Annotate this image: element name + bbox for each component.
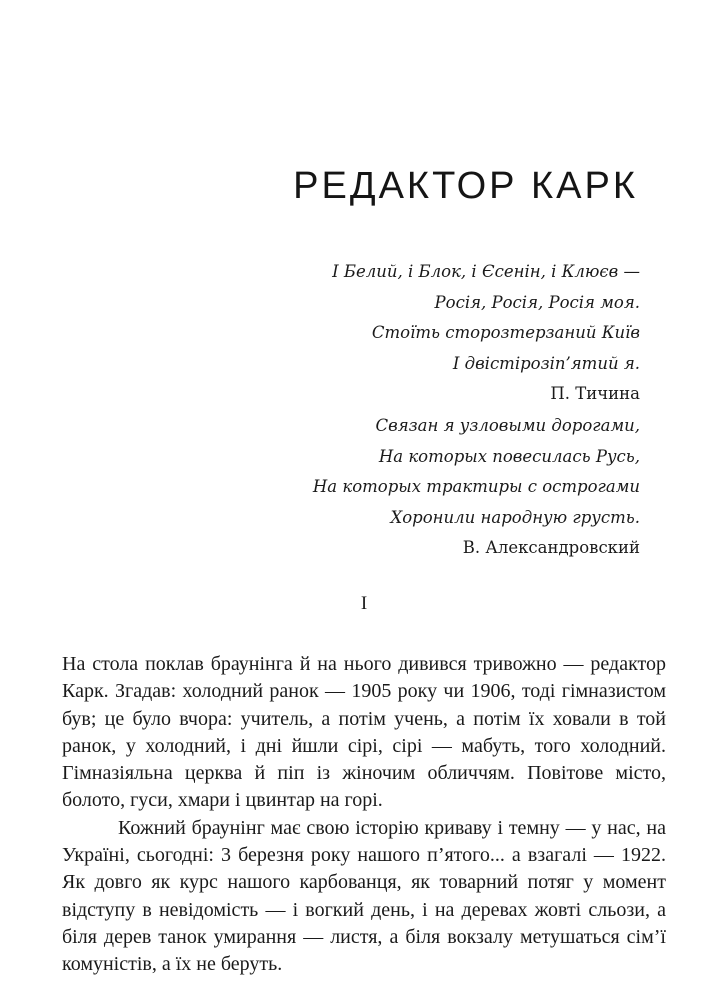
epigraph-line: На которых повесилась Русь, [378,446,640,466]
epigraph-line: На которых трактиры с острогами [312,477,640,496]
paragraph: Кожний браунінг має свою історію криваву і темну — у нас, на Україні, сьогодні: 3 березня року нашого п’ятого... а взагалі — 1922. Як довго як курс нашого карбованця, як товарний потяг у момент відступу в невідомість — і вогкий день, і на деревах жовті сльози, а біля дерев танок умирання — листя, а біля вокзалу метушаться сім’ї комуністів, а їх не беруть. [62,816,666,976]
epigraph-aleksandrovsky [313,411,640,564]
epigraph-tychyna [332,257,640,410]
chapter-title: РЕДАКТОР КАРК [293,165,638,207]
epigraph-line: Росія, Росія, Росія моя. [434,292,640,312]
epigraph-line: Стоїть сторозтерзаний Київ [371,323,640,342]
epigraph-line: І двістірозіп’ятий я. [452,353,640,373]
section-number: I [360,593,368,614]
epigraph-line: Хоронили народную грусть. [390,507,640,527]
epigraph-line: Связан я узловыми дорогами, [375,416,640,435]
paragraph: На стола поклав браунінга й на нього дивився тривожно — редактор Карк. Згадав: холодний ранок — 1905 року чи 1906, тоді гімназистом був; це було вчора: учитель, а потім учень, а потім їх ховали в той ранок, у холодний, і дні йшли сірі, сірі — мабуть, того холодний. Гімназіяльна церква й піп із жіночим обличчям. Повітове місто, болото, гуси, хмари і цвинтар на горі. [62,653,666,812]
body-text [62,651,666,979]
epigraph-author: В. Александровский [462,538,640,557]
epigraph-author: П. Тичина [550,384,640,403]
epigraph-line: І Белий, і Блок, і Єсенін, і Клюєв — [332,262,640,281]
